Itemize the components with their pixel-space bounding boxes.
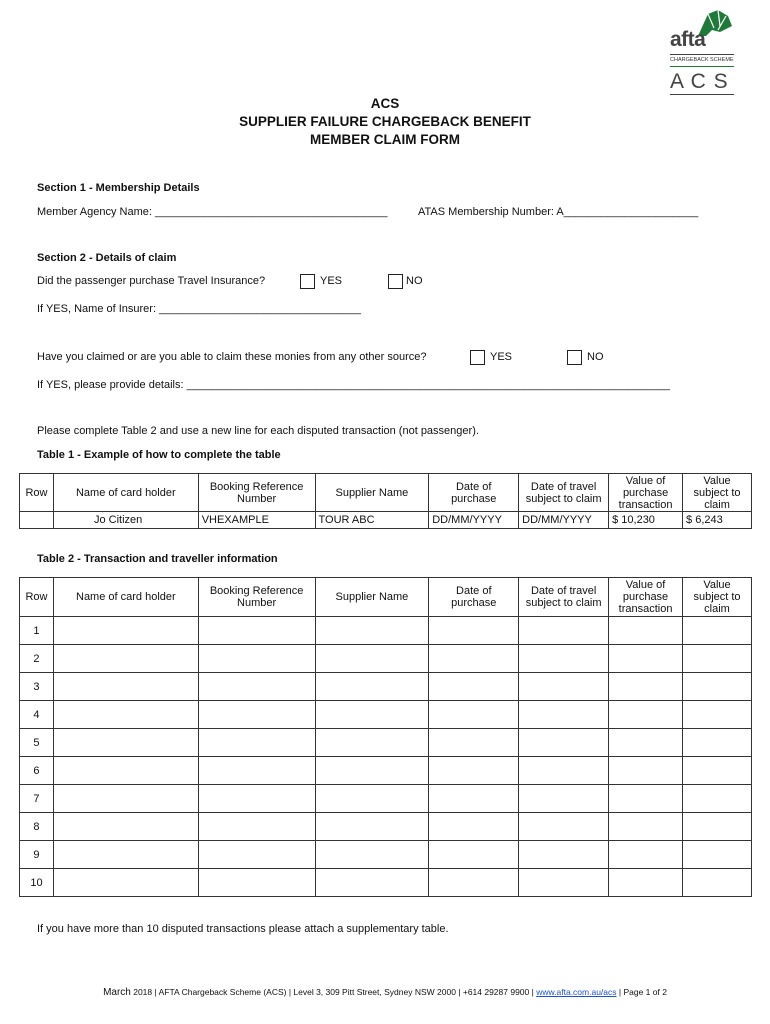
form-title-claim: MEMBER CLAIM FORM xyxy=(310,132,460,147)
table2-header-cell: Value of purchase transaction xyxy=(609,578,683,617)
cell-input[interactable] xyxy=(609,785,683,813)
insurance-yes-checkbox[interactable] xyxy=(300,274,315,289)
cell-input[interactable] xyxy=(198,841,315,869)
cell-input[interactable] xyxy=(429,617,519,645)
row-number: 3 xyxy=(20,673,54,701)
logo-rule xyxy=(670,54,734,55)
section1-heading: Section 1 - Membership Details xyxy=(37,182,200,194)
table1-header-cell: Date of purchase xyxy=(429,474,519,512)
table1-cell xyxy=(20,512,54,529)
cell-input[interactable] xyxy=(683,869,752,897)
table2-header-row xyxy=(20,578,752,617)
page-footer xyxy=(0,987,770,998)
table-row xyxy=(20,645,752,673)
cell-input[interactable] xyxy=(683,701,752,729)
cell-input[interactable] xyxy=(429,673,519,701)
cell-input[interactable] xyxy=(315,645,429,673)
table1-cell: VHEXAMPLE xyxy=(198,512,315,529)
table2-caption: Table 2 - Transaction and traveller information xyxy=(37,553,278,565)
cell-input[interactable] xyxy=(198,673,315,701)
cell-input[interactable] xyxy=(53,673,198,701)
cell-input[interactable] xyxy=(683,841,752,869)
cell-input[interactable] xyxy=(53,841,198,869)
cell-input[interactable] xyxy=(315,617,429,645)
row-number: 8 xyxy=(20,813,54,841)
cell-input[interactable] xyxy=(519,645,609,673)
cell-input[interactable] xyxy=(683,673,752,701)
cell-input[interactable] xyxy=(429,757,519,785)
table2-header-cell: Date of purchase xyxy=(429,578,519,617)
cell-input[interactable] xyxy=(198,729,315,757)
cell-input[interactable] xyxy=(315,841,429,869)
table1-header-cell: Value subject to claim xyxy=(683,474,752,512)
atas-number-field[interactable]: ATAS Membership Number: A______________________ xyxy=(418,206,699,218)
table-row xyxy=(20,701,752,729)
cell-input[interactable] xyxy=(519,841,609,869)
cell-input[interactable] xyxy=(53,813,198,841)
cell-input[interactable] xyxy=(315,813,429,841)
table1-cell: $ 10,230 xyxy=(609,512,683,529)
cell-input[interactable] xyxy=(198,645,315,673)
other-source-no-checkbox[interactable] xyxy=(567,350,582,365)
table1-header-cell: Supplier Name xyxy=(315,474,429,512)
table1-header-cell: Booking Reference Number xyxy=(198,474,315,512)
row-number: 4 xyxy=(20,701,54,729)
cell-input[interactable] xyxy=(609,645,683,673)
logo-afta-text: afta xyxy=(670,28,706,51)
table2-header-cell: Value subject to claim xyxy=(683,578,752,617)
table-row xyxy=(20,729,752,757)
footer-link[interactable]: www.afta.com.au/acs xyxy=(536,987,617,997)
row-number: 1 xyxy=(20,617,54,645)
table-instruction: Please complete Table 2 and use a new line for each disputed transaction (not passenger). xyxy=(37,425,479,437)
cell-input[interactable] xyxy=(519,813,609,841)
cell-input[interactable] xyxy=(683,757,752,785)
cell-input[interactable] xyxy=(609,673,683,701)
other-source-no-label: NO xyxy=(587,351,604,363)
cell-input[interactable] xyxy=(519,673,609,701)
cell-input[interactable] xyxy=(53,785,198,813)
table2-header-cell: Booking Reference Number xyxy=(198,578,315,617)
cell-input[interactable] xyxy=(429,645,519,673)
cell-input[interactable] xyxy=(198,617,315,645)
afta-logo xyxy=(668,6,736,96)
form-title-benefit: SUPPLIER FAILURE CHARGEBACK BENEFIT xyxy=(239,114,531,129)
member-agency-field[interactable]: Member Agency Name: ______________________________________ xyxy=(37,206,388,218)
cell-input[interactable] xyxy=(683,645,752,673)
cell-input[interactable] xyxy=(519,617,609,645)
form-title-acs: ACS xyxy=(370,96,400,111)
table2-header-cell: Row xyxy=(20,578,54,617)
footer-text: 2018 | AFTA Chargeback Scheme (ACS) | Level 3, 309 Pitt Street, Sydney NSW 2000 | +614 29287 9900 | xyxy=(130,987,537,997)
footer-month: March xyxy=(103,987,131,998)
cell-input[interactable] xyxy=(609,813,683,841)
cell-input[interactable] xyxy=(519,729,609,757)
table-row xyxy=(20,673,752,701)
table1-header-cell: Date of travel subject to claim xyxy=(519,474,609,512)
other-source-yes-label: YES xyxy=(490,351,513,363)
cell-input[interactable] xyxy=(519,701,609,729)
table2-header-cell: Date of travel subject to claim xyxy=(519,578,609,617)
table1-caption: Table 1 - Example of how to complete the table xyxy=(37,449,281,461)
table1-cell: Jo Citizen xyxy=(53,512,198,529)
supplementary-note: If you have more than 10 disputed transactions please attach a supplementary table. xyxy=(37,923,449,935)
cell-input[interactable] xyxy=(683,785,752,813)
table-row xyxy=(20,785,752,813)
cell-input[interactable] xyxy=(315,785,429,813)
table1-cell: $ 6,243 xyxy=(683,512,752,529)
table2-header-cell: Supplier Name xyxy=(315,578,429,617)
table1-header-cell: Value of purchase transaction xyxy=(609,474,683,512)
logo-rule-2 xyxy=(670,66,734,67)
cell-input[interactable] xyxy=(609,757,683,785)
cell-input[interactable] xyxy=(315,673,429,701)
transaction-table xyxy=(19,577,752,897)
cell-input[interactable] xyxy=(198,757,315,785)
row-number: 5 xyxy=(20,729,54,757)
table-row xyxy=(20,869,752,897)
cell-input[interactable] xyxy=(609,841,683,869)
cell-input[interactable] xyxy=(53,729,198,757)
row-number: 10 xyxy=(20,869,54,897)
cell-input[interactable] xyxy=(53,701,198,729)
logo-acronym: A C S xyxy=(670,70,729,93)
table1-header-cell: Row xyxy=(20,474,54,512)
cell-input[interactable] xyxy=(683,617,752,645)
cell-input[interactable] xyxy=(429,701,519,729)
cell-input[interactable] xyxy=(429,813,519,841)
cell-input[interactable] xyxy=(683,729,752,757)
insurance-no-label: NO xyxy=(406,275,423,287)
cell-input[interactable] xyxy=(53,757,198,785)
table1-cell: DD/MM/YYYY xyxy=(519,512,609,529)
cell-input[interactable] xyxy=(609,729,683,757)
example-table xyxy=(19,473,752,529)
cell-input[interactable] xyxy=(609,701,683,729)
table1-header-cell: Name of card holder xyxy=(53,474,198,512)
cell-input[interactable] xyxy=(53,617,198,645)
travel-insurance-question: Did the passenger purchase Travel Insurance? xyxy=(37,275,266,287)
insurance-no-checkbox[interactable] xyxy=(388,274,403,289)
table2-header-cell: Name of card holder xyxy=(53,578,198,617)
cell-input[interactable] xyxy=(683,813,752,841)
cell-input[interactable] xyxy=(429,785,519,813)
row-number: 9 xyxy=(20,841,54,869)
table1-example-row xyxy=(20,512,752,529)
insurance-yes-label: YES xyxy=(320,275,343,287)
table1-cell: DD/MM/YYYY xyxy=(429,512,519,529)
cell-input[interactable] xyxy=(198,701,315,729)
cell-input[interactable] xyxy=(315,869,429,897)
section2-heading: Section 2 - Details of claim xyxy=(37,252,177,264)
cell-input[interactable] xyxy=(53,645,198,673)
table1-header-row xyxy=(20,474,752,512)
other-source-question: Have you claimed or are you able to claim these monies from any other source? xyxy=(37,351,427,363)
logo-rule-3 xyxy=(670,94,734,95)
other-source-details-field[interactable]: If YES, please provide details: _______________________________________________________________________________ xyxy=(37,379,670,391)
cell-input[interactable] xyxy=(198,869,315,897)
row-number: 6 xyxy=(20,757,54,785)
cell-input[interactable] xyxy=(198,813,315,841)
cell-input[interactable] xyxy=(198,785,315,813)
insurer-name-field[interactable]: If YES, Name of Insurer: _________________________________ xyxy=(37,303,361,315)
cell-input[interactable] xyxy=(53,869,198,897)
cell-input[interactable] xyxy=(315,701,429,729)
cell-input[interactable] xyxy=(519,869,609,897)
cell-input[interactable] xyxy=(609,617,683,645)
row-number: 2 xyxy=(20,645,54,673)
row-number: 7 xyxy=(20,785,54,813)
cell-input[interactable] xyxy=(315,729,429,757)
table1-cell: TOUR ABC xyxy=(315,512,429,529)
cell-input[interactable] xyxy=(429,869,519,897)
cell-input[interactable] xyxy=(429,729,519,757)
footer-page: | Page 1 of 2 xyxy=(616,987,667,997)
cell-input[interactable] xyxy=(429,841,519,869)
logo-scheme-text: CHARGEBACK SCHEME xyxy=(670,57,734,63)
table-row xyxy=(20,841,752,869)
table-row xyxy=(20,813,752,841)
cell-input[interactable] xyxy=(315,757,429,785)
cell-input[interactable] xyxy=(519,785,609,813)
table-row xyxy=(20,757,752,785)
cell-input[interactable] xyxy=(519,757,609,785)
other-source-yes-checkbox[interactable] xyxy=(470,350,485,365)
cell-input[interactable] xyxy=(609,869,683,897)
table-row xyxy=(20,617,752,645)
